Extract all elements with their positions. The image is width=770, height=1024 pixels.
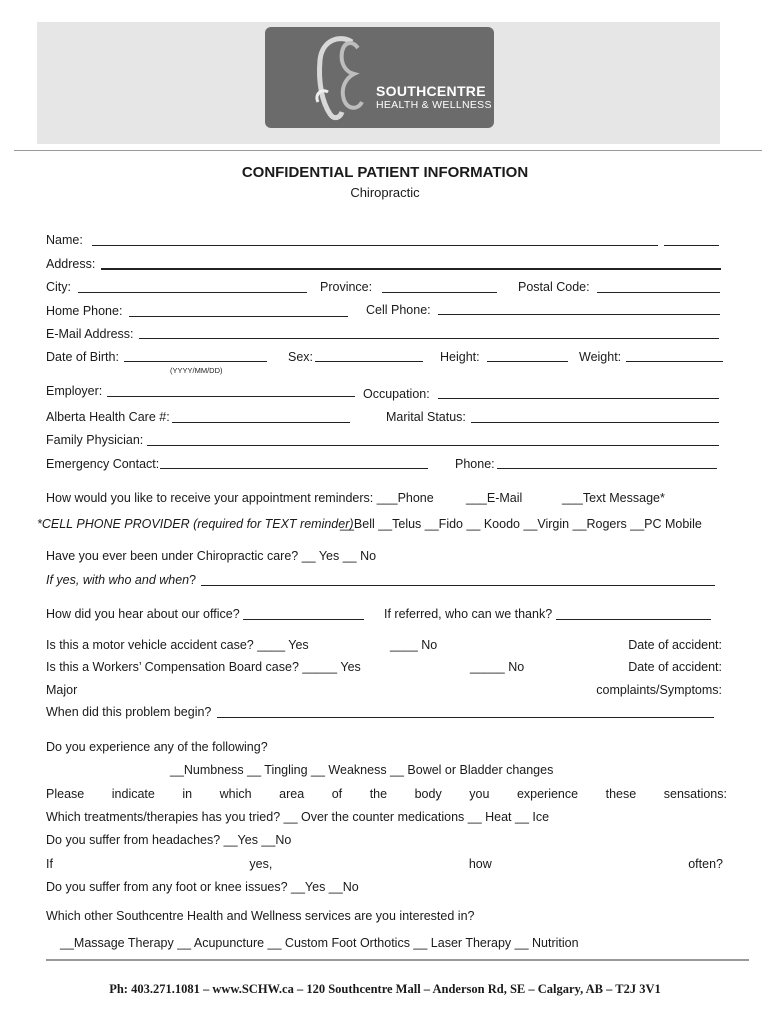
indicate-word: sensations: <box>663 787 727 801</box>
city-label: City: <box>46 280 71 294</box>
occupation-field[interactable] <box>438 398 719 399</box>
name-field[interactable] <box>92 245 658 246</box>
headaches-question[interactable]: Do you suffer from headaches? __Yes __No <box>46 833 292 847</box>
emergency-phone-label: Phone: <box>455 457 495 471</box>
reminder-email-option[interactable]: ___E-Mail <box>466 491 523 505</box>
headache-frequency-line <box>46 857 723 871</box>
cell-provider-label: *CELL PHONE PROVIDER (required for TEXT reminder) <box>37 517 354 531</box>
city-field[interactable] <box>78 292 307 293</box>
logo-emblem-icon <box>300 30 370 125</box>
sex-field[interactable] <box>315 361 423 362</box>
mva-no-option[interactable]: ____ No <box>390 638 438 652</box>
often-word: If <box>46 857 53 871</box>
reminder-question[interactable]: How would you like to receive your appointment reminders: ___Phone <box>46 491 434 505</box>
mva-question[interactable]: Is this a motor vehicle accident case? ____ Yes <box>46 638 309 652</box>
name-label: Name: <box>46 233 83 247</box>
indicate-word: which <box>219 787 252 801</box>
indicate-word: Please <box>46 787 85 801</box>
sex-label: Sex: <box>288 350 314 364</box>
ahc-field[interactable] <box>172 422 350 423</box>
footer-contact: Ph: 403.271.1081 – www.SCHW.ca – 120 Southcentre Mall – Anderson Rd, SE – Calgary, AB – T2J 3V1 <box>109 982 661 996</box>
indicate-word: in <box>182 787 193 801</box>
major-label: Major <box>46 683 78 697</box>
often-word: often? <box>688 857 723 871</box>
complaints-label: complaints/Symptoms: <box>596 683 722 697</box>
problem-begin-label: When did this problem begin? <box>46 705 212 719</box>
dob-field[interactable] <box>124 361 267 362</box>
family-physician-field[interactable] <box>147 445 719 446</box>
indicate-word: you <box>469 787 490 801</box>
province-label: Province: <box>320 280 373 294</box>
often-word: how <box>468 857 492 871</box>
referred-label: If referred, who can we thank? <box>384 607 553 621</box>
ahc-label: Alberta Health Care #: <box>46 410 170 424</box>
employer-label: Employer: <box>46 384 103 398</box>
chiro-followup-label: If yes, with who and when <box>46 573 190 587</box>
province-field[interactable] <box>382 292 497 293</box>
wcb-date-label: Date of accident: <box>628 660 722 674</box>
problem-begin-field[interactable] <box>217 717 714 718</box>
marital-status-field[interactable] <box>471 422 719 423</box>
email-label: E-Mail Address: <box>46 327 134 341</box>
postal-code-label: Postal Code: <box>518 280 590 294</box>
cell-phone-label: Cell Phone: <box>366 303 431 317</box>
postal-code-field[interactable] <box>597 292 720 293</box>
services-question: Which other Southcentre Health and Wellness services are you interested in? <box>46 909 475 923</box>
chiro-followup-mark: ? <box>189 573 197 587</box>
cell-provider-options[interactable]: __Bell __Telus __Fido __ Koodo __Virgin __Rogers __PC Mobile <box>340 517 702 531</box>
employer-field[interactable] <box>107 396 355 397</box>
emergency-contact-label: Emergency Contact: <box>46 457 160 471</box>
chiro-followup-field[interactable] <box>201 585 715 586</box>
treatments-question[interactable]: Which treatments/therapies has you tried? __ Over the counter medications __ Heat __ Ice <box>46 810 550 824</box>
dob-label: Date of Birth: <box>46 350 119 364</box>
foot-knee-question[interactable]: Do you suffer from any foot or knee issues? __Yes __No <box>46 880 359 894</box>
height-field[interactable] <box>487 361 568 362</box>
chiro-followup-line <box>46 573 196 587</box>
emergency-phone-field[interactable] <box>497 468 717 469</box>
emergency-contact-field[interactable] <box>160 468 428 469</box>
logo-name: SOUTHCENTRE <box>376 83 486 99</box>
mva-date-label: Date of accident: <box>628 638 722 652</box>
often-word: yes, <box>249 857 273 871</box>
page-subtitle: Chiropractic <box>350 185 420 200</box>
indicate-word: these <box>605 787 637 801</box>
indicate-body-area <box>46 787 727 801</box>
home-phone-label: Home Phone: <box>46 304 123 318</box>
footer-divider <box>46 959 749 961</box>
dob-format-hint: (YYYY/MM/DD) <box>170 366 223 375</box>
height-label: Height: <box>440 350 480 364</box>
page-title: CONFIDENTIAL PATIENT INFORMATION <box>241 164 529 181</box>
chiro-care-question[interactable]: Have you ever been under Chiropractic care? __ Yes __ No <box>46 549 377 563</box>
weight-field[interactable] <box>626 361 723 362</box>
hear-about-field[interactable] <box>243 619 364 620</box>
wcb-question[interactable]: Is this a Workers’ Compensation Board case? _____ Yes <box>46 660 361 674</box>
indicate-word: area <box>279 787 305 801</box>
experience-question: Do you experience any of the following? <box>46 740 268 754</box>
indicate-word: experience <box>516 787 579 801</box>
indicate-word: the <box>369 787 388 801</box>
referred-field[interactable] <box>556 619 711 620</box>
address-label: Address: <box>46 257 96 271</box>
indicate-word: body <box>414 787 442 801</box>
reminder-text-option[interactable]: ___Text Message* <box>562 491 665 505</box>
name-extra-field[interactable] <box>664 245 719 246</box>
email-field[interactable] <box>139 338 719 339</box>
marital-status-label: Marital Status: <box>386 410 466 424</box>
hear-about-label: How did you hear about our office? <box>46 607 240 621</box>
services-options[interactable]: __Massage Therapy __ Acupuncture __ Custom Foot Orthotics __ Laser Therapy __ Nutrition <box>60 936 579 950</box>
experience-options[interactable]: __Numbness __ Tingling __ Weakness __ Bowel or Bladder changes <box>170 763 554 777</box>
home-phone-field[interactable] <box>129 316 348 317</box>
divider <box>14 150 762 151</box>
weight-label: Weight: <box>579 350 622 364</box>
wcb-no-option[interactable]: _____ No <box>470 660 525 674</box>
occupation-label: Occupation: <box>363 387 430 401</box>
logo-tagline: HEALTH & WELLNESS <box>376 99 492 111</box>
address-field[interactable] <box>101 268 721 270</box>
indicate-word: indicate <box>111 787 155 801</box>
indicate-word: of <box>331 787 343 801</box>
family-physician-label: Family Physician: <box>46 433 144 447</box>
cell-phone-field[interactable] <box>438 314 720 315</box>
